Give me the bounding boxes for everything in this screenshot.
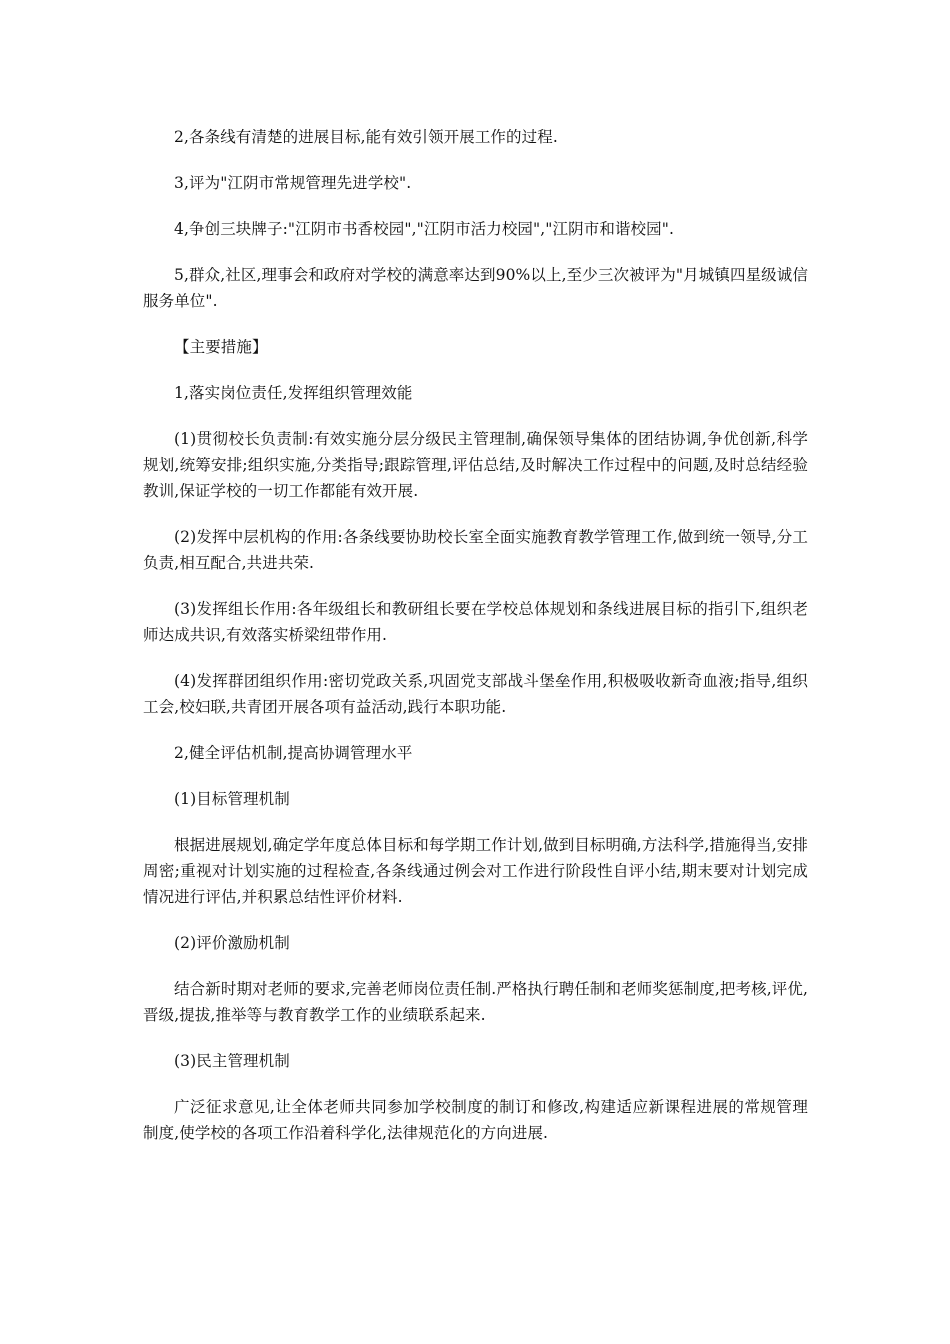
paragraph-target-management: 根据进展规划,确定学年度总体目标和每学期工作计划,做到目标明确,方法科学,措施得当,安排周密;重视对计划实施的过程检查,各条线通过例会对工作进行阶段性自评小结,期末要对计划完成情况进行评估,并积累总结性评价材料. — [143, 836, 808, 906]
subheading-target-management: (1)目标管理机制 — [174, 790, 290, 808]
subheading-measure-2: 2,健全评估机制,提高协调管理水平 — [174, 744, 413, 762]
paragraph-goal-4: 4,争创三块牌子:"江阴市书香校园","江阴市活力校园","江阴市和谐校园". — [174, 220, 674, 238]
subheading-democratic-management: (3)民主管理机制 — [174, 1052, 290, 1070]
paragraph-goal-5: 5,群众,社区,理事会和政府对学校的满意率达到90%以上,至少三次被评为"月城镇四星级诚信服务单位". — [143, 266, 808, 310]
section-heading-main-measures: 【主要措施】 — [174, 338, 268, 356]
document-body — [143, 124, 808, 1166]
paragraph-measure-1-4: (4)发挥群团组织作用:密切党政关系,巩固党支部战斗堡垒作用,积极吸收新奇血液;指导,组织工会,校妇联,共青团开展各项有益活动,践行本职功能. — [143, 672, 808, 716]
paragraph-goal-2: 2,各条线有清楚的进展目标,能有效引领开展工作的过程. — [174, 128, 558, 146]
paragraph-goal-3: 3,评为"江阴市常规管理先进学校". — [174, 174, 412, 192]
paragraph-measure-1-1: (1)贯彻校长负责制:有效实施分层分级民主管理制,确保领导集体的团结协调,争优创新,科学规划,统筹安排;组织实施,分类指导;跟踪管理,评估总结,及时解决工作过程中的问题,及时总结经验教训,保证学校的一切工作都能有效开展. — [143, 430, 808, 500]
paragraph-measure-1-2: (2)发挥中层机构的作用:各条线要协助校长室全面实施教育教学管理工作,做到统一领导,分工负责,相互配合,共进共荣. — [143, 528, 808, 572]
paragraph-democratic-management: 广泛征求意见,让全体老师共同参加学校制度的制订和修改,构建适应新课程进展的常规管理制度,使学校的各项工作沿着科学化,法律规范化的方向进展. — [143, 1098, 808, 1142]
paragraph-evaluation-incentive: 结合新时期对老师的要求,完善老师岗位责任制.严格执行聘任制和老师奖惩制度,把考核,评优,晋级,提拔,推举等与教育教学工作的业绩联系起来. — [143, 980, 808, 1024]
subheading-evaluation-incentive: (2)评价激励机制 — [174, 934, 290, 952]
subheading-measure-1: 1,落实岗位责任,发挥组织管理效能 — [174, 384, 413, 402]
paragraph-measure-1-3: (3)发挥组长作用:各年级组长和教研组长要在学校总体规划和条线进展目标的指引下,组织老师达成共识,有效落实桥梁纽带作用. — [143, 600, 808, 644]
